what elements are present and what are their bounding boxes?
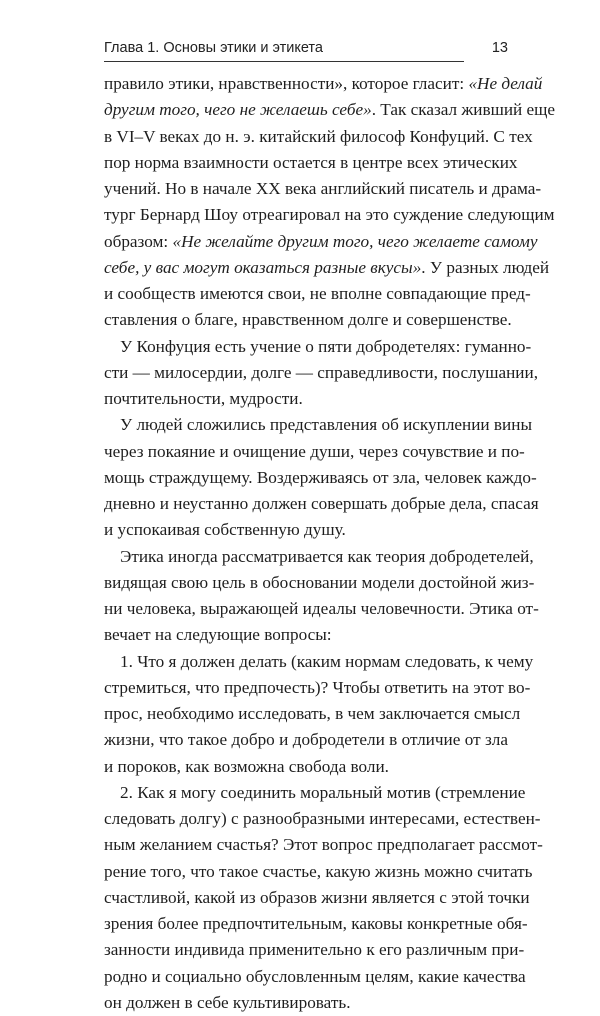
running-header — [104, 40, 508, 60]
text-line — [104, 360, 538, 386]
text-line — [104, 334, 532, 360]
text-line — [104, 150, 518, 176]
text-segment: вечает на следующие вопросы: — [104, 625, 332, 645]
text-line — [104, 229, 538, 255]
text-segment: Этика иногда рассматривается как теория добродетелей, — [120, 546, 534, 566]
text-segment: почтительности, мудрости. — [104, 389, 303, 408]
text-segment: 2. Как я могу соединить моральный мотив (стремление — [120, 782, 526, 802]
text-segment: . У разных людей — [421, 257, 550, 277]
text-line — [104, 517, 508, 543]
italic-quote: себе, у вас могут оказаться разные вкусы» — [104, 257, 422, 277]
text-line — [104, 570, 535, 596]
text-line — [104, 124, 533, 150]
text-segment: в VI–V веках до н. э. китайский философ Конфуций. С тех — [104, 126, 533, 146]
text-segment: правило этики, нравственности», которое гласит: — [104, 74, 469, 93]
header-rule — [104, 61, 464, 62]
text-line — [104, 544, 534, 570]
text-segment: ным желанием счастья? Этот вопрос предполагает рассмот- — [104, 835, 543, 855]
italic-quote: «Не делай — [468, 74, 543, 93]
chapter-title: Глава 1. Основы этики и этикета — [104, 40, 323, 56]
text-line — [104, 832, 543, 858]
text-segment: образом: — [104, 231, 173, 251]
text-segment: видящая свою цель в обосновании модели достойной жиз- — [104, 572, 535, 592]
text-line — [104, 465, 537, 491]
text-segment: У Конфуция есть учение о пяти добродетелях: гуманно- — [120, 336, 532, 356]
text-line — [104, 97, 556, 123]
text-line — [104, 911, 528, 937]
text-line — [104, 307, 512, 333]
text-segment: дневно и неустанно должен совершать добрые дела, спасая — [104, 494, 539, 513]
text-segment: он должен в себе культивировать. — [104, 992, 351, 1012]
text-line — [104, 990, 508, 1016]
text-line — [104, 202, 555, 228]
italic-quote: другим того, чего не желаешь себе» — [104, 100, 372, 120]
text-line — [104, 255, 550, 281]
text-segment: и сообществ имеются свои, не вполне совпадающие пред- — [104, 284, 531, 303]
text-line — [104, 937, 525, 963]
text-segment: У людей сложились представления об искуплении вины — [120, 415, 532, 435]
text-line — [104, 439, 525, 465]
text-line — [104, 780, 526, 806]
text-segment: прос, необходимо исследовать, в чем заключается смысл — [104, 704, 521, 723]
text-segment: ни человека, выражающей идеалы человечности. Этика от- — [104, 599, 539, 618]
text-segment: следовать долгу) с разнообразными интересами, естествен- — [104, 809, 541, 828]
text-line — [104, 675, 531, 701]
text-line — [104, 701, 521, 727]
text-line — [104, 649, 534, 675]
text-segment: учений. Но в начале XX века английский писатель и драма- — [104, 179, 542, 198]
text-segment: и пороков, как возможна свобода воли. — [104, 756, 389, 776]
text-line — [104, 859, 533, 885]
text-segment: . Так сказал живший еще — [371, 100, 556, 120]
text-segment: тург Бернард Шоу отреагировал на это суждение следующим — [104, 205, 555, 225]
text-line — [104, 596, 539, 622]
text-line — [104, 491, 539, 517]
text-line — [104, 176, 542, 202]
text-segment: и успокаивая собственную душу. — [104, 520, 346, 540]
text-segment: через покаяние и очищение души, через сочувствие и по- — [104, 441, 525, 461]
text-segment: пор норма взаимности остается в центре всех этических — [104, 152, 518, 172]
text-line — [104, 71, 543, 97]
italic-quote: «Не желайте другим того, чего желаете самому — [172, 231, 538, 251]
text-line — [104, 412, 532, 438]
page-number: 13 — [491, 40, 508, 56]
body-text — [104, 71, 556, 1016]
text-line — [104, 281, 531, 307]
text-segment: зрения более предпочтительным, каковы конкретные обя- — [104, 914, 528, 933]
text-segment: 1. Что я должен делать (каким нормам следовать, к чему — [120, 651, 534, 671]
text-segment: родно и социально обусловленным целям, какие качества — [104, 966, 526, 986]
text-line — [104, 386, 508, 412]
text-segment: мощь страждущему. Воздерживаясь от зла, человек каждо- — [104, 467, 537, 487]
text-segment: сти — милосердии, долге — справедливости, послушании, — [104, 362, 538, 382]
text-line — [104, 622, 508, 648]
text-segment: ставления о благе, нравственном долге и совершенстве. — [104, 310, 512, 330]
text-segment: стремиться, что предпочесть)? Чтобы ответить на этот во- — [104, 677, 531, 697]
text-line — [104, 806, 541, 832]
text-segment: жизни, что такое добро и добродетели в отличие от зла — [104, 730, 508, 750]
text-segment: рение того, что такое счастье, какую жизнь можно считать — [104, 861, 533, 881]
text-segment: счастливой, какой из образов жизни является с этой точки — [104, 887, 530, 907]
text-line — [104, 885, 530, 911]
text-line — [104, 964, 526, 990]
text-line — [104, 754, 508, 780]
text-segment: занности индивида применительно к его различным при- — [104, 940, 525, 960]
